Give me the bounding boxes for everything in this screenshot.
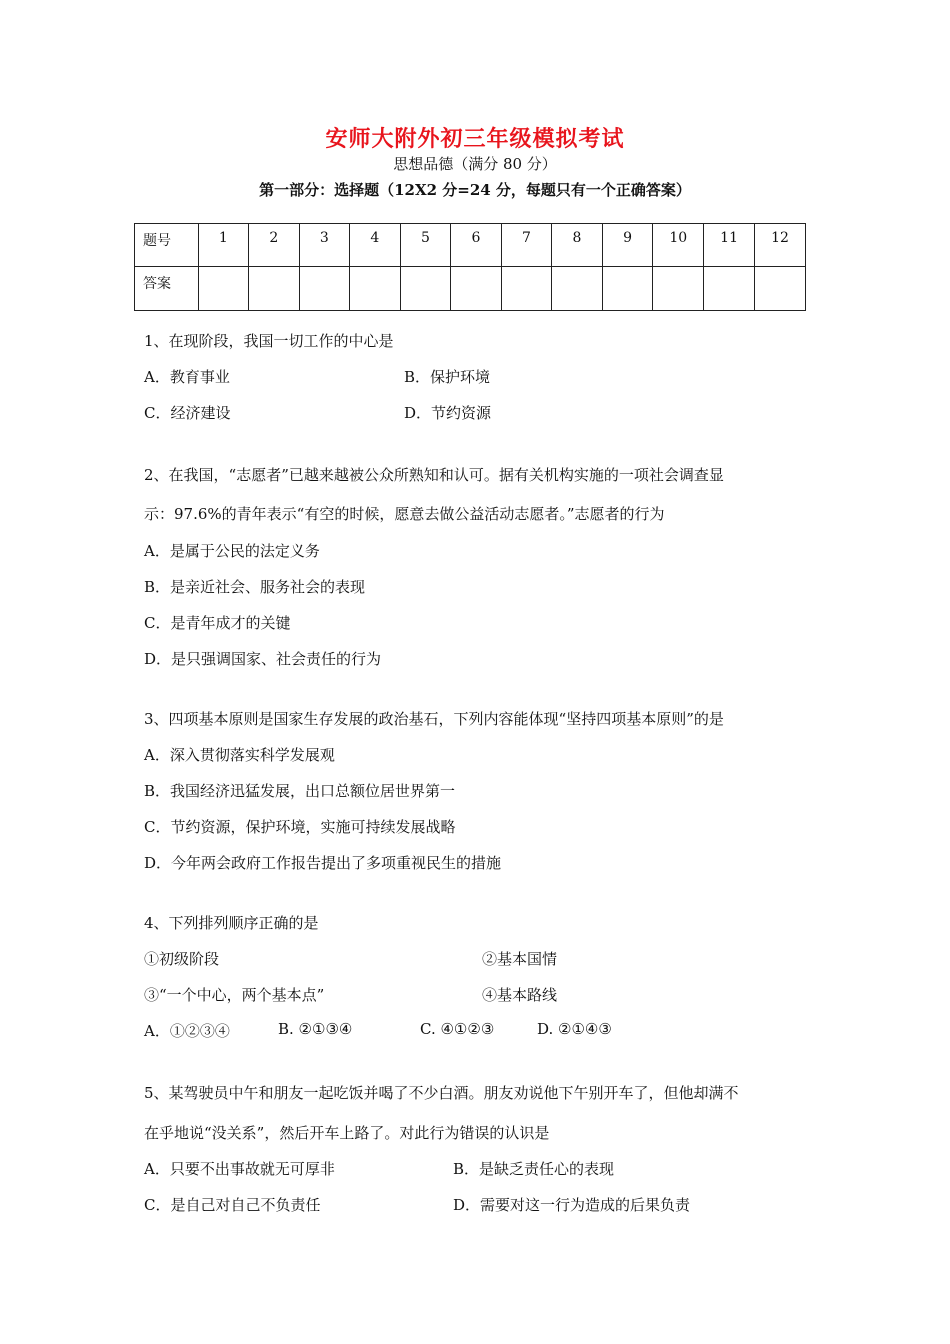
question-4-option-d: D. ②①④③ <box>537 1020 612 1038</box>
row-label-answer: 答案 <box>135 267 199 311</box>
question-4-option-a: A．①②③④ <box>144 1022 230 1040</box>
question-number-cell: 4 <box>350 224 401 267</box>
question-number-cell: 8 <box>552 224 603 267</box>
question-3-option-b: B．我国经济迅猛发展，出口总额位居世界第一 <box>144 782 456 800</box>
question-number-cell: 3 <box>299 224 350 267</box>
question-number-cell: 5 <box>400 224 451 267</box>
question-3-option-d: D．今年两会政府工作报告提出了多项重视民生的措施 <box>144 854 502 872</box>
question-5-option-d: D．需要对这一行为造成的后果负责 <box>453 1196 691 1214</box>
question-number-cell: 6 <box>451 224 502 267</box>
question-5-stem-line-1: 5、某驾驶员中午和朋友一起吃饭并喝了不少白酒。朋友劝说他下午别开车了，但他却满不 <box>144 1084 739 1102</box>
question-4-item-2: ②基本国情 <box>482 950 558 968</box>
answer-cell[interactable] <box>198 267 249 311</box>
row-label-number: 题号 <box>135 224 199 267</box>
number-row <box>135 224 806 267</box>
question-2-stem-line-2: 示：97.6%的青年表示“有空的时候，愿意去做公益活动志愿者。”志愿者的行为 <box>144 505 665 523</box>
question-1-option-a: A．教育事业 <box>144 368 230 386</box>
question-number-cell: 2 <box>249 224 300 267</box>
answer-row <box>135 267 806 311</box>
question-number-cell: 1 <box>198 224 249 267</box>
question-5-stem-line-2: 在乎地说“没关系”，然后开车上路了。对此行为错误的认识是 <box>144 1124 550 1142</box>
question-5-option-c: C．是自己对自己不负责任 <box>144 1196 321 1214</box>
answer-cell[interactable] <box>552 267 603 311</box>
answer-cell[interactable] <box>602 267 653 311</box>
question-4-option-b: B. ②①③④ <box>278 1020 353 1038</box>
answer-cell[interactable] <box>249 267 300 311</box>
question-number-cell: 7 <box>501 224 552 267</box>
answer-cell[interactable] <box>704 267 755 311</box>
question-2-option-b: B．是亲近社会、服务社会的表现 <box>144 578 366 596</box>
question-3-option-a: A．深入贯彻落实科学发展观 <box>144 746 335 764</box>
answer-cell[interactable] <box>400 267 451 311</box>
question-number-cell: 10 <box>653 224 704 267</box>
subtitle: 思想品德（满分 80 分） <box>393 155 557 173</box>
question-4-item-4: ④基本路线 <box>482 986 558 1004</box>
question-4-option-c: C. ④①②③ <box>420 1020 495 1038</box>
question-2-option-a: A．是属于公民的法定义务 <box>144 542 320 560</box>
question-4-item-1: ①初级阶段 <box>144 950 220 968</box>
question-5-option-a: A．只要不出事故就无可厚非 <box>144 1160 335 1178</box>
page-title: 安师大附外初三年级模拟考试 <box>325 126 625 152</box>
answer-cell[interactable] <box>653 267 704 311</box>
question-number-cell: 9 <box>602 224 653 267</box>
answer-table <box>134 223 806 311</box>
question-5-option-b: B．是缺乏责任心的表现 <box>453 1160 615 1178</box>
question-4-item-3: ③“一个中心，两个基本点” <box>144 986 325 1004</box>
question-2-option-c: C．是青年成才的关键 <box>144 614 291 632</box>
question-3-stem: 3、四项基本原则是国家生存发展的政治基石，下列内容能体现“坚持四项基本原则”的是 <box>144 710 724 728</box>
answer-cell[interactable] <box>350 267 401 311</box>
question-3-option-c: C．节约资源，保护环境，实施可持续发展战略 <box>144 818 456 836</box>
question-1-stem: 1、在现阶段，我国一切工作的中心是 <box>144 332 394 350</box>
question-4-stem: 4、下列排列顺序正确的是 <box>144 914 319 932</box>
question-1-option-d: D．节约资源 <box>404 404 492 422</box>
section-heading: 第一部分：选择题（12X2 分=24 分，每题只有一个正确答案） <box>259 181 691 199</box>
answer-cell[interactable] <box>755 267 806 311</box>
question-1-option-c: C．经济建设 <box>144 404 231 422</box>
question-number-cell: 11 <box>704 224 755 267</box>
question-2-stem-line-1: 2、在我国，“志愿者”已越来越被公众所熟知和认可。据有关机构实施的一项社会调查显 <box>144 466 724 484</box>
question-number-cell: 12 <box>755 224 806 267</box>
answer-cell[interactable] <box>501 267 552 311</box>
question-1-option-b: B．保护环境 <box>404 368 491 386</box>
answer-cell[interactable] <box>299 267 350 311</box>
answer-cell[interactable] <box>451 267 502 311</box>
question-2-option-d: D．是只强调国家、社会责任的行为 <box>144 650 382 668</box>
